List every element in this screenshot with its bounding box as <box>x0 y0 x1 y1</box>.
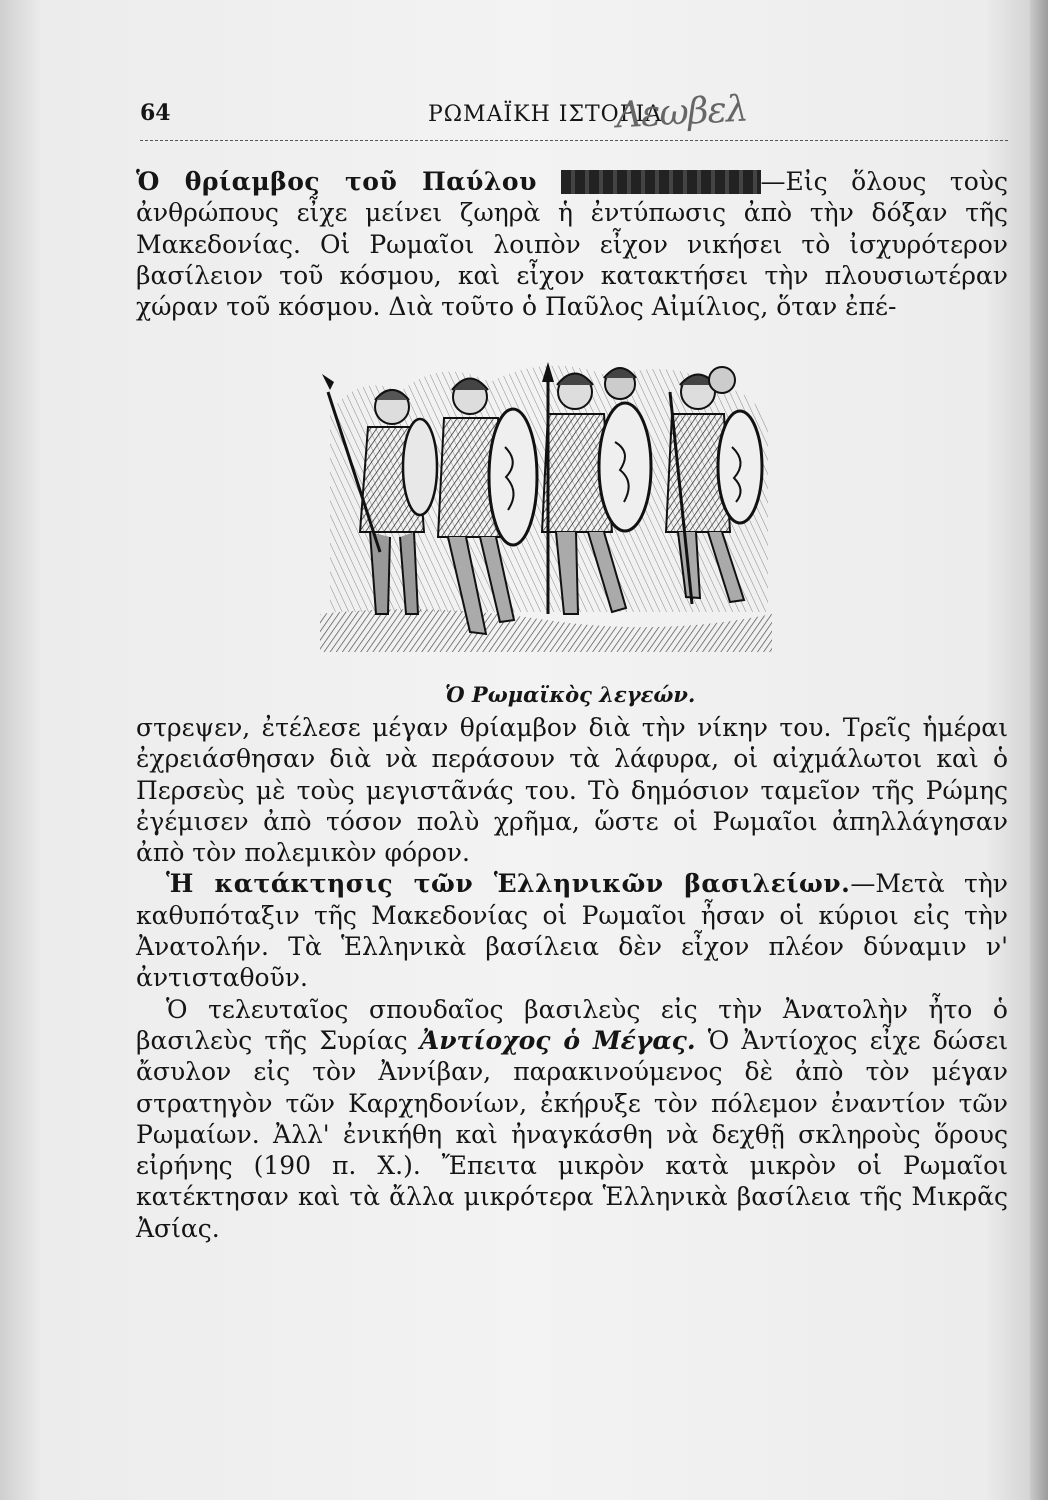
legion-engraving <box>320 352 772 652</box>
illustration-caption: Ὁ Ρωμαϊκὸς λεγεών. <box>445 682 696 707</box>
section-triumph-part1 <box>136 166 1008 322</box>
paragraph <box>136 994 1008 1244</box>
paragraph <box>136 166 1008 322</box>
roman-legion-illustration <box>320 352 772 652</box>
page-header <box>140 88 1008 141</box>
section-triumph-part2 <box>136 712 1008 1244</box>
redaction-mark <box>561 170 761 194</box>
handwritten-note: Λεωβελ <box>615 88 749 137</box>
paragraph-text: Ὁ Ἀντίοχος εἶχε δώσει ἄσυλον εἰς τὸν Ἀννίβαν, παρακινούμενος δὲ ἀπὸ τὸν μέγαν στρατηγὸν τῶν Καρχηδονίων, ἐκήρυξε τὸν πόλεμον ἐναντίον τῶν Ρωμαίων. Ἀλλ' ἐνικήθη καὶ ἠναγκάσθη νὰ δεχθῇ σκληροὺς ὅρους εἰρήνης (190 π. Χ.). Ἔπειτα μικρὸν κατὰ μικρὸν οἱ Ρωμαῖοι κατέκτησαν καὶ τὰ ἄλλα μικρότερα Ἑλληνικὰ βασίλεια τῆς Μικρᾶς Ἀσίας. <box>136 1025 1008 1243</box>
section-heading: Ὁ θρίαμβος τοῦ Παύλου <box>136 167 537 196</box>
paragraph-text: Ὁ τελευταῖος σπουδαῖος βασιλεὺς εἰς τὴν Ἀνατολὴν ἦτο ὁ βασιλεὺς τῆς Συρίας <box>136 994 1008 1055</box>
page-edge <box>1030 0 1048 1500</box>
paragraph: στρεψεν, ἐτέλεσε μέγαν θρίαμβον διὰ τὴν νίκην του. Τρεῖς ἡμέραι ἐχρειάσθησαν διὰ νὰ περάσουν τὰ λάφυρα, οἱ αἰχμάλωτοι καὶ ὁ Περσεὺς μὲ τοὺς μεγιστᾶνάς του. Τὸ δημόσιον ταμεῖον τῆς Ρώμης ἐγέμισεν ἀπὸ τόσον πολὺ χρῆμα, ὥστε οἱ Ρωμαῖοι ἀπηλλάγησαν ἀπὸ τὸν πολεμικὸν φόρον. <box>136 713 1008 868</box>
paragraph-text: —Εἰς ὅλους τοὺς ἀνθρώπους εἶχε μείνει ζωηρὰ ἡ ἐντύπωσις ἀπὸ τὴν δόξαν τῆς Μακεδονίας. Οἱ Ρωμαῖοι λοιπὸν εἶχον νικήσει τὸ ἰσχυρότερον βασίλειον τοῦ κόσμου, καὶ εἶχον κατακτήσει τὴν πλουσιωτέραν χώραν τοῦ κόσμου. Διὰ τοῦτο ὁ Παῦλος Αἰμίλιος, ὅταν ἐπέ- <box>136 167 1008 322</box>
paragraph <box>136 868 1008 993</box>
emphasized-name: Ἀντίοχος ὁ Μέγας. <box>419 1025 696 1055</box>
paragraph-text: —Μετὰ τὴν καθυπόταξιν τῆς Μακεδονίας οἱ Ρωμαῖοι ἦσαν οἱ κύριοι εἰς τὴν Ἀνατολήν. Τὰ Ἑλληνικὰ βασίλεια δὲν εἶχον πλέον δύναμιν ν' ἀντισταθοῦν. <box>136 869 1009 993</box>
running-title: ΡΩΜΑΪΚΗ ΙΣΤΟΡΙΑ <box>428 102 663 127</box>
page-number: 64 <box>140 100 171 126</box>
section-heading: Ἡ κατάκτησις τῶν Ἑλληνικῶν βασιλείων. <box>166 869 851 899</box>
